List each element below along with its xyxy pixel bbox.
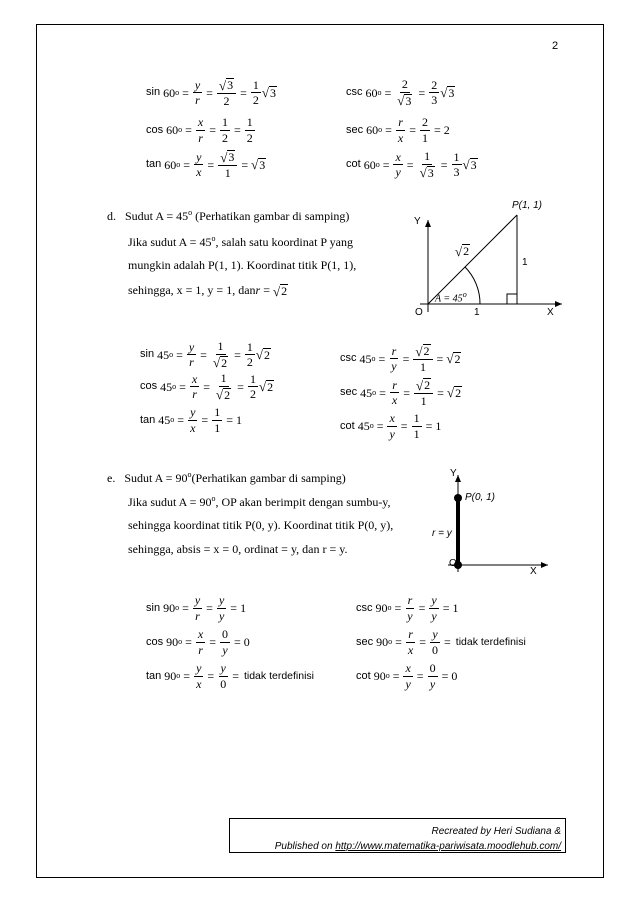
eq-sin-45: sin 45 o = $\frac{y}{r}$ = 1 √ 2 = $\frac{1}{2}$ √ 2 bbox=[140, 339, 271, 371]
eq-sec-90: sec 90 o = $\frac{r}{x}$ = $\frac{y}{0}$ = tidak terdefinisi bbox=[356, 627, 526, 657]
eq-sin-60: sin 60 o = $\frac{y}{r}$ = √ 3 2 = $\frac{1}{2}$ √ 3 bbox=[146, 77, 277, 108]
figure45-x-axis-label: X bbox=[547, 307, 554, 318]
eq-cot-60: cot 60 o = $\frac{x}{y}$ = 1 √ 3 = $\frac{1}{3}$ √ 3 bbox=[346, 149, 477, 181]
figure-90-degree-axes bbox=[440, 465, 560, 575]
eq-cot-45: cot 45 o = $\frac{x}{y}$ = $\frac{1}{1}$ = 1 bbox=[340, 411, 442, 441]
figure45-side-x-label: 1 bbox=[474, 307, 480, 318]
figure45-point-label: P(1, 1) bbox=[512, 200, 543, 211]
angle-arc bbox=[465, 267, 480, 304]
figure45-y-axis-label: Y bbox=[414, 216, 421, 227]
section-d-line-2: Jika sudut $A = 45^o$, salah satu koordinat P yang bbox=[128, 234, 353, 249]
page-number: 2 bbox=[552, 40, 559, 52]
section-d-line-1: d. Sudut $A = 45^o$ (Perhatikan gambar di samping) bbox=[107, 208, 350, 223]
footer-website-link[interactable]: http://www.matematika-pariwisata.moodlehub.com/ bbox=[335, 841, 561, 852]
point-p-dot bbox=[454, 494, 462, 502]
eq-cot-90: cot 90 o = $\frac{x}{y}$ = $\frac{0}{y}$ = 0 bbox=[356, 661, 458, 691]
eq-sec-45: sec 45 o = $\frac{r}{x}$ = √ 2 1 = √ 2 bbox=[340, 377, 462, 408]
eq-cos-90: cos 90 o = $\frac{x}{r}$ = $\frac{0}{y}$ = 0 bbox=[146, 627, 250, 657]
figure90-origin-label: O bbox=[449, 558, 457, 569]
eq-cos-45: cos 45 o = $\frac{x}{r}$ = 1 √ 2 = $\frac{1}{2}$ √ 2 bbox=[140, 371, 274, 403]
eq-tan-45: tan 45 o = $\frac{y}{x}$ = $\frac{1}{1}$ = 1 bbox=[140, 405, 242, 435]
section-e-line-4: sehingga, absis = x = 0, ordinat = y, dan r = y. bbox=[128, 542, 348, 556]
footer-credit-box bbox=[229, 818, 566, 853]
eq-csc-90: csc 90 o = $\frac{r}{y}$ = $\frac{y}{y}$ = 1 bbox=[356, 593, 459, 623]
footer-credit-line: Recreated by Heri Sudiana & bbox=[431, 826, 561, 837]
page-frame bbox=[36, 24, 604, 878]
eq-cos-60: cos 60 o = $\frac{x}{r}$ = $\frac{1}{2}$ = $\frac{1}{2}$ bbox=[146, 115, 253, 145]
section-e-line-2: Jika sudut $A = 90^o$, OP akan berimpit dengan sumbu-y, bbox=[128, 494, 391, 509]
figure-45-degree-triangle bbox=[400, 200, 570, 320]
figure90-r-label: r = y bbox=[432, 528, 452, 539]
figure90-x-axis-label: X bbox=[530, 566, 537, 577]
y-axis-arrow-icon bbox=[425, 220, 431, 227]
figure45-origin-label: O bbox=[415, 307, 423, 318]
eq-sec-60: sec 60 o = $\frac{r}{x}$ = $\frac{2}{1}$ = 2 bbox=[346, 115, 450, 145]
x-axis-arrow-icon bbox=[555, 301, 562, 307]
eq-tan-60: tan 60 o = $\frac{y}{x}$ = √ 3 1 = √ 3 bbox=[146, 149, 266, 180]
section-e-line-1: e. Sudut $A = 90^o(Perhatikan$ gambar di samping) bbox=[107, 470, 346, 485]
eq-sin-90: sin 90 o = $\frac{y}{r}$ = $\frac{y}{y}$ = 1 bbox=[146, 593, 247, 623]
figure90-y-axis-label: Y bbox=[450, 468, 457, 479]
x-axis-arrow-icon bbox=[541, 562, 548, 568]
figure90-point-label: P(0, 1) bbox=[465, 492, 496, 503]
figure45-angle-label: $A = 45^o$ bbox=[435, 290, 467, 305]
eq-tan-90: tan 90 o = $\frac{y}{x}$ = $\frac{y}{0}$ = tidak terdefinisi bbox=[146, 661, 315, 691]
section-d-line-4: sehingga, x = 1, y = 1, dan r = √ 2 bbox=[128, 283, 288, 299]
section-e-line-3: sehingga koordinat titik P(0, y). Koordinat titik P(0, y), bbox=[128, 518, 394, 532]
eq-csc-45: csc 45 o = $\frac{r}{y}$ = √ 2 1 = √ 2 bbox=[340, 343, 461, 374]
figure45-hypotenuse-label: √ 2 bbox=[455, 243, 470, 259]
footer-published-line: Published on http://www.matematika-pariwisata.moodlehub.com/ bbox=[274, 841, 561, 852]
eq-csc-60: csc 60 o = 2 √ 3 = $\frac{2}{3}$ √ 3 bbox=[346, 77, 455, 109]
section-d-line-3: mungkin adalah P(1, 1). Koordinat titik P(1, 1), bbox=[128, 258, 357, 272]
figure45-side-y-label: 1 bbox=[522, 257, 528, 268]
right-angle-marker bbox=[507, 294, 517, 304]
